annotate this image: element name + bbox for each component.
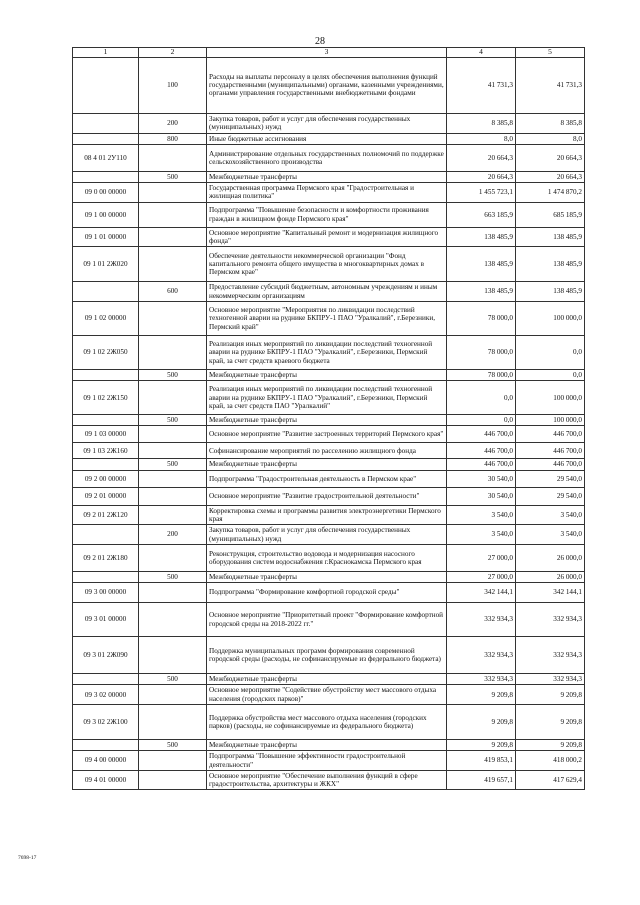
amount-2020-cell: 417 629,4	[516, 770, 585, 790]
target-code-cell: 09 2 01 00000	[73, 487, 139, 505]
name-cell: Основное мероприятие "Капитальный ремонт и модернизация жилищного фонда"	[207, 227, 447, 247]
expense-type-cell	[139, 470, 207, 487]
header-col-4: 4	[447, 48, 516, 58]
amount-2019-cell: 342 144,1	[447, 583, 516, 603]
target-code-cell	[73, 282, 139, 302]
amount-2020-cell: 0,0	[516, 335, 585, 369]
amount-2019-cell: 446 700,0	[447, 459, 516, 470]
header-col-1: 1	[73, 48, 139, 58]
target-code-cell: 09 2 01 2Ж180	[73, 544, 139, 571]
amount-2019-cell: 332 934,3	[447, 637, 516, 674]
expense-type-cell: 500	[139, 459, 207, 470]
name-cell: Основное мероприятие "Развитие застроенных территорий Пермского края"	[207, 426, 447, 443]
expense-type-cell	[139, 426, 207, 443]
target-code-cell: 09 3 00 00000	[73, 583, 139, 603]
name-cell: Государственная программа Пермского края "Градостроительная и жилищная политика"	[207, 183, 447, 203]
amount-2019-cell: 78 000,0	[447, 335, 516, 369]
expense-type-cell	[139, 505, 207, 525]
amount-2019-cell: 27 000,0	[447, 571, 516, 582]
target-code-cell: 09 1 00 00000	[73, 202, 139, 227]
table-row	[73, 247, 585, 282]
table-row	[73, 459, 585, 470]
table-row	[73, 583, 585, 603]
amount-2020-cell: 3 540,0	[516, 525, 585, 545]
expense-type-cell: 500	[139, 674, 207, 685]
name-cell: Межбюджетные трансферты	[207, 739, 447, 750]
expense-type-cell: 500	[139, 415, 207, 426]
amount-2020-cell: 138 485,9	[516, 282, 585, 302]
name-cell: Предоставление субсидий бюджетным, автономным учреждениям и иным некоммерческим организациям	[207, 282, 447, 302]
amount-2019-cell: 332 934,3	[447, 603, 516, 637]
expense-type-cell: 600	[139, 282, 207, 302]
expense-type-cell	[139, 202, 207, 227]
amount-2020-cell: 26 000,0	[516, 571, 585, 582]
header-col-2: 2	[139, 48, 207, 58]
table-row	[73, 144, 585, 171]
amount-2020-cell: 1 474 870,2	[516, 183, 585, 203]
table-row	[73, 415, 585, 426]
name-cell: Межбюджетные трансферты	[207, 369, 447, 380]
budget-table	[72, 47, 585, 790]
table-row	[73, 603, 585, 637]
name-cell: Подпрограмма "Повышение эффективности градостроительной деятельности"	[207, 751, 447, 771]
target-code-cell: 09 2 00 00000	[73, 470, 139, 487]
amount-2020-cell: 29 540,0	[516, 470, 585, 487]
target-code-cell: 08 4 01 2У110	[73, 144, 139, 171]
table-row	[73, 674, 585, 685]
amount-2020-cell: 26 000,0	[516, 544, 585, 571]
table-row	[73, 637, 585, 674]
name-cell: Реконструкция, строительство водовода и модернизация насосного оборудования систем водоснабжения г.Краснокамска Пермского края	[207, 544, 447, 571]
amount-2020-cell: 100 000,0	[516, 415, 585, 426]
expense-type-cell	[139, 301, 207, 335]
expense-type-cell	[139, 443, 207, 459]
name-cell: Поддержка обустройства мест массового отдыха населения (городских парков) (расходы, не софинансируемые из федерального бюджета)	[207, 704, 447, 739]
name-cell: Корректировка схемы и программы развития электроэнергетики Пермского края	[207, 505, 447, 525]
amount-2020-cell: 20 664,3	[516, 144, 585, 171]
amount-2020-cell: 100 000,0	[516, 381, 585, 415]
amount-2019-cell: 419 853,1	[447, 751, 516, 771]
name-cell: Межбюджетные трансферты	[207, 571, 447, 582]
header-col-3: 3	[207, 48, 447, 58]
name-cell: Поддержка муниципальных программ формирования современной городской среды (расходы, не софинансируемые из федерального бюджета)	[207, 637, 447, 674]
amount-2020-cell: 332 934,3	[516, 674, 585, 685]
amount-2019-cell: 138 485,9	[447, 282, 516, 302]
expense-type-cell: 200	[139, 525, 207, 545]
name-cell: Иные бюджетные ассигнования	[207, 133, 447, 144]
table-row	[73, 282, 585, 302]
target-code-cell: 09 1 02 00000	[73, 301, 139, 335]
amount-2019-cell: 20 664,3	[447, 171, 516, 182]
table-row	[73, 335, 585, 369]
target-code-cell	[73, 739, 139, 750]
amount-2019-cell: 9 209,8	[447, 685, 516, 705]
name-cell: Закупка товаров, работ и услуг для обеспечения государственных (муниципальных) нужд	[207, 113, 447, 133]
expense-type-cell	[139, 637, 207, 674]
amount-2019-cell: 8 385,8	[447, 113, 516, 133]
expense-type-cell	[139, 544, 207, 571]
amount-2019-cell: 30 540,0	[447, 470, 516, 487]
target-code-cell	[73, 171, 139, 182]
expense-type-cell: 500	[139, 171, 207, 182]
target-code-cell: 09 4 01 00000	[73, 770, 139, 790]
target-code-cell: 09 3 02 00000	[73, 685, 139, 705]
table-row	[73, 369, 585, 380]
expense-type-cell	[139, 183, 207, 203]
expense-type-cell	[139, 144, 207, 171]
amount-2020-cell: 342 144,1	[516, 583, 585, 603]
amount-2019-cell: 9 209,8	[447, 704, 516, 739]
footer-code: 7698-17	[18, 855, 37, 861]
target-code-cell	[73, 459, 139, 470]
amount-2020-cell: 9 209,8	[516, 739, 585, 750]
name-cell: Обеспечение деятельности некоммерческой организации "Фонд капитального ремонта общего имущества в многоквартирных домах в Пермском крае"	[207, 247, 447, 282]
expense-type-cell: 500	[139, 739, 207, 750]
amount-2020-cell: 41 731,3	[516, 57, 585, 113]
amount-2019-cell: 0,0	[447, 381, 516, 415]
table-row	[73, 505, 585, 525]
expense-type-cell	[139, 487, 207, 505]
table-row	[73, 227, 585, 247]
amount-2019-cell: 663 185,9	[447, 202, 516, 227]
table-row	[73, 426, 585, 443]
amount-2020-cell: 100 000,0	[516, 301, 585, 335]
name-cell: Закупка товаров, работ и услуг для обеспечения государственных (муниципальных) нужд	[207, 525, 447, 545]
amount-2019-cell: 1 455 723,1	[447, 183, 516, 203]
name-cell: Основное мероприятие "Мероприятия по ликвидации последствий техногенной аварии на руднике БКПРУ-1 ПАО "Уралкалий", г.Березники, Пермский край"	[207, 301, 447, 335]
table-row	[73, 487, 585, 505]
amount-2019-cell: 138 485,9	[447, 247, 516, 282]
expense-type-cell	[139, 227, 207, 247]
table-row	[73, 381, 585, 415]
table-header	[73, 48, 585, 58]
target-code-cell: 09 3 01 2Ж090	[73, 637, 139, 674]
amount-2020-cell: 9 209,8	[516, 685, 585, 705]
expense-type-cell	[139, 381, 207, 415]
expense-type-cell: 500	[139, 369, 207, 380]
name-cell: Межбюджетные трансферты	[207, 415, 447, 426]
name-cell: Реализация иных мероприятий по ликвидации последствий техногенной аварии на руднике БКПРУ-1 ПАО "Уралкалий", г.Березники, Пермский край, за счет средств ПАО "Уралкалий"	[207, 381, 447, 415]
amount-2020-cell: 20 664,3	[516, 171, 585, 182]
amount-2020-cell: 8,0	[516, 133, 585, 144]
name-cell: Подпрограмма "Повышение безопасности и комфортности проживания граждан в жилищном фонде Пермского края"	[207, 202, 447, 227]
target-code-cell: 09 1 03 2Ж160	[73, 443, 139, 459]
table-row	[73, 202, 585, 227]
target-code-cell	[73, 415, 139, 426]
expense-type-cell: 200	[139, 113, 207, 133]
table-row	[73, 470, 585, 487]
name-cell: Администрирование отдельных государственных полномочий по поддержке сельскохозяйственного производства	[207, 144, 447, 171]
name-cell: Реализация иных мероприятий по ликвидации последствий техногенной аварии на руднике БКПРУ-1 ПАО "Уралкалий", г.Березники, Пермский край, за счет средств краевого бюджета	[207, 335, 447, 369]
amount-2020-cell: 332 934,3	[516, 603, 585, 637]
table-row	[73, 571, 585, 582]
target-code-cell	[73, 674, 139, 685]
target-code-cell: 09 2 01 2Ж120	[73, 505, 139, 525]
amount-2020-cell: 446 700,0	[516, 426, 585, 443]
amount-2019-cell: 419 657,1	[447, 770, 516, 790]
amount-2019-cell: 138 485,9	[447, 227, 516, 247]
amount-2020-cell: 29 540,0	[516, 487, 585, 505]
table-row	[73, 113, 585, 133]
table-row	[73, 751, 585, 771]
amount-2019-cell: 41 731,3	[447, 57, 516, 113]
table-row	[73, 685, 585, 705]
amount-2020-cell: 446 700,0	[516, 459, 585, 470]
target-code-cell: 09 1 02 2Ж150	[73, 381, 139, 415]
expense-type-cell	[139, 685, 207, 705]
table-row	[73, 183, 585, 203]
amount-2020-cell: 418 000,2	[516, 751, 585, 771]
expense-type-cell	[139, 603, 207, 637]
target-code-cell	[73, 57, 139, 113]
expense-type-cell: 500	[139, 571, 207, 582]
amount-2019-cell: 446 700,0	[447, 426, 516, 443]
amount-2020-cell: 0,0	[516, 369, 585, 380]
table-row	[73, 704, 585, 739]
amount-2020-cell: 138 485,9	[516, 247, 585, 282]
table-row	[73, 443, 585, 459]
name-cell: Межбюджетные трансферты	[207, 674, 447, 685]
target-code-cell: 09 1 01 00000	[73, 227, 139, 247]
name-cell: Подпрограмма "Градостроительная деятельность в Пермском крае"	[207, 470, 447, 487]
name-cell: Межбюджетные трансферты	[207, 459, 447, 470]
target-code-cell: 09 1 01 2Ж020	[73, 247, 139, 282]
name-cell: Основное мероприятие "Приоритетный проект "Формирование комфортной городской среды на 2018-2022 гг."	[207, 603, 447, 637]
table-row	[73, 171, 585, 182]
target-code-cell: 09 3 02 2Ж100	[73, 704, 139, 739]
amount-2020-cell: 138 485,9	[516, 227, 585, 247]
amount-2019-cell: 8,0	[447, 133, 516, 144]
expense-type-cell	[139, 770, 207, 790]
amount-2019-cell: 3 540,0	[447, 505, 516, 525]
name-cell: Основное мероприятие "Обеспечение выполнения функций в сфере градостроительства, архитектуры и ЖКХ"	[207, 770, 447, 790]
name-cell: Софинансирование мероприятий по расселению жилищного фонда	[207, 443, 447, 459]
target-code-cell: 09 0 00 00000	[73, 183, 139, 203]
expense-type-cell	[139, 751, 207, 771]
expense-type-cell	[139, 704, 207, 739]
expense-type-cell	[139, 583, 207, 603]
page-number: 28	[315, 36, 325, 47]
table-row	[73, 133, 585, 144]
name-cell: Подпрограмма "Формирование комфортной городской среды"	[207, 583, 447, 603]
target-code-cell	[73, 571, 139, 582]
table-row	[73, 525, 585, 545]
table-row	[73, 770, 585, 790]
amount-2019-cell: 0,0	[447, 415, 516, 426]
amount-2020-cell: 9 209,8	[516, 704, 585, 739]
amount-2020-cell: 3 540,0	[516, 505, 585, 525]
table-row	[73, 544, 585, 571]
table-row	[73, 739, 585, 750]
amount-2020-cell: 8 385,8	[516, 113, 585, 133]
expense-type-cell	[139, 335, 207, 369]
expense-type-cell	[139, 247, 207, 282]
header-col-5: 5	[516, 48, 585, 58]
amount-2019-cell: 27 000,0	[447, 544, 516, 571]
amount-2020-cell: 332 934,3	[516, 637, 585, 674]
target-code-cell	[73, 369, 139, 380]
name-cell: Основное мероприятие "Содействие обустройству мест массового отдыха населения (городских парков)"	[207, 685, 447, 705]
amount-2019-cell: 3 540,0	[447, 525, 516, 545]
amount-2019-cell: 78 000,0	[447, 369, 516, 380]
expense-type-cell: 800	[139, 133, 207, 144]
name-cell: Основное мероприятие "Развитие градостроительной деятельности"	[207, 487, 447, 505]
target-code-cell: 09 3 01 00000	[73, 603, 139, 637]
amount-2019-cell: 20 664,3	[447, 144, 516, 171]
target-code-cell	[73, 525, 139, 545]
amount-2019-cell: 446 700,0	[447, 443, 516, 459]
name-cell: Межбюджетные трансферты	[207, 171, 447, 182]
target-code-cell	[73, 113, 139, 133]
target-code-cell: 09 1 02 2Ж050	[73, 335, 139, 369]
amount-2019-cell: 78 000,0	[447, 301, 516, 335]
name-cell: Расходы на выплаты персоналу в целях обеспечения выполнения функций государственными (муниципальными) органами, казенными учреждениями, органами управления государственными внебюджетными фондами	[207, 57, 447, 113]
expense-type-cell: 100	[139, 57, 207, 113]
amount-2019-cell: 30 540,0	[447, 487, 516, 505]
table-row	[73, 57, 585, 113]
target-code-cell: 09 4 00 00000	[73, 751, 139, 771]
amount-2019-cell: 9 209,8	[447, 739, 516, 750]
target-code-cell: 09 1 03 00000	[73, 426, 139, 443]
amount-2020-cell: 685 185,9	[516, 202, 585, 227]
amount-2020-cell: 446 700,0	[516, 443, 585, 459]
table-row	[73, 301, 585, 335]
target-code-cell	[73, 133, 139, 144]
table-body	[73, 57, 585, 790]
amount-2019-cell: 332 934,3	[447, 674, 516, 685]
